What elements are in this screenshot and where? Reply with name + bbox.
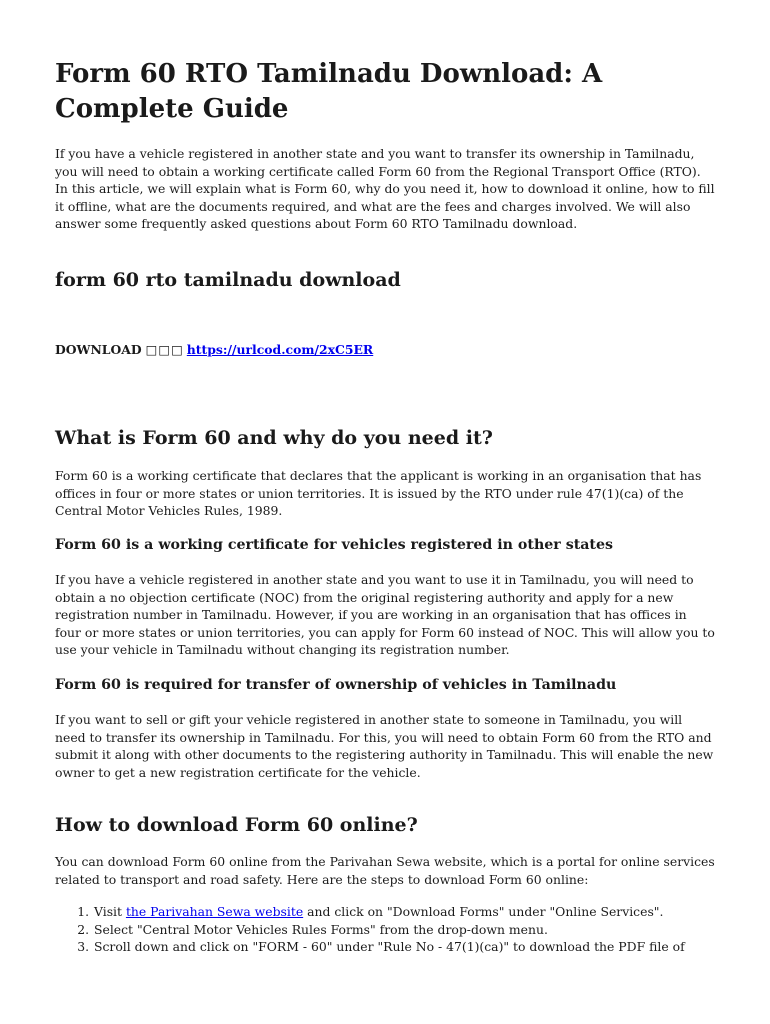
list-item: 3. Scroll down and click on "FORM - 60" under "Rule No - 47(1)(ca)" to download the PDF file of bbox=[93, 938, 715, 956]
intro-paragraph: If you have a vehicle registered in another state and you want to transfer its ownership in Tamilnadu, you will need to obtain a working certificate called Form 60 from the Regional Transport Office (RTO). In this article, we will explain what is Form 60, why do you need it, how to download it online, how to fill it offline, what are the documents required, and what are the fees and charges involved. We will also answer some frequently asked questions about Form 60 RTO Tamilnadu download. bbox=[55, 146, 715, 232]
working-certificate-paragraph: If you have a vehicle registered in another state and you want to use it in Tamilnadu, you will need to obtain a no objection certificate (NOC) from the original registering authority and apply for a new registration number in Tamilnadu. However, if you are working in an organisation that has offices in four or more states or union territories, you can apply for Form 60 instead of NOC. This will allow you to use your vehicle in Tamilnadu without changing its registration number. bbox=[55, 572, 715, 658]
what-is-paragraph: Form 60 is a working certificate that declares that the applicant is working in an organisation that has offices in four or more states or union territories. It is issued by the RTO under rule 47(1)(ca) of the Central Motor Vehicles Rules, 1989. bbox=[55, 468, 702, 519]
list-item: 2. Select "Central Motor Vehicles Rules Forms" from the drop-down menu. bbox=[93, 921, 715, 939]
download-steps-list bbox=[55, 903, 715, 956]
subheading-transfer-ownership: Form 60 is required for transfer of ownership of vehicles in Tamilnadu bbox=[55, 677, 617, 693]
step1-prefix: Visit bbox=[94, 904, 126, 919]
transfer-ownership-paragraph: If you want to sell or gift your vehicle registered in another state to someone in Tamilnadu, you will need to transfer its ownership in Tamilnadu. For this, you will need to obtain Form 60 from the RTO and submit it along with other documents to the registering authority in Tamilnadu. This will enable the new owner to get a new registration certificate for the vehicle. bbox=[55, 712, 714, 780]
page-title: Form 60 RTO Tamilnadu Download: A Complete Guide bbox=[55, 59, 603, 124]
section-heading-how-to-download: How to download Form 60 online? bbox=[55, 814, 418, 836]
step1-suffix: and click on "Download Forms" under "Online Services". bbox=[303, 904, 664, 919]
parivahan-sewa-link[interactable]: the Parivahan Sewa website bbox=[125, 904, 304, 919]
section-heading-what-is-form-60: What is Form 60 and why do you need it? bbox=[55, 427, 493, 449]
keyword-heading: form 60 rto tamilnadu download bbox=[55, 269, 401, 291]
download-link[interactable]: https://urlcod.com/2xC5ER bbox=[186, 342, 374, 357]
download-label: DOWNLOAD bbox=[55, 342, 142, 357]
subheading-working-certificate: Form 60 is a working certificate for vehicles registered in other states bbox=[55, 537, 614, 553]
download-line bbox=[55, 341, 373, 359]
how-to-download-paragraph: You can download Form 60 online from the Parivahan Sewa website, which is a portal for online services related to transport and road safety. Here are the steps to download Form 60 online: bbox=[55, 854, 715, 887]
placeholder-glyphs: □□□ bbox=[145, 342, 184, 357]
list-item bbox=[93, 903, 715, 921]
